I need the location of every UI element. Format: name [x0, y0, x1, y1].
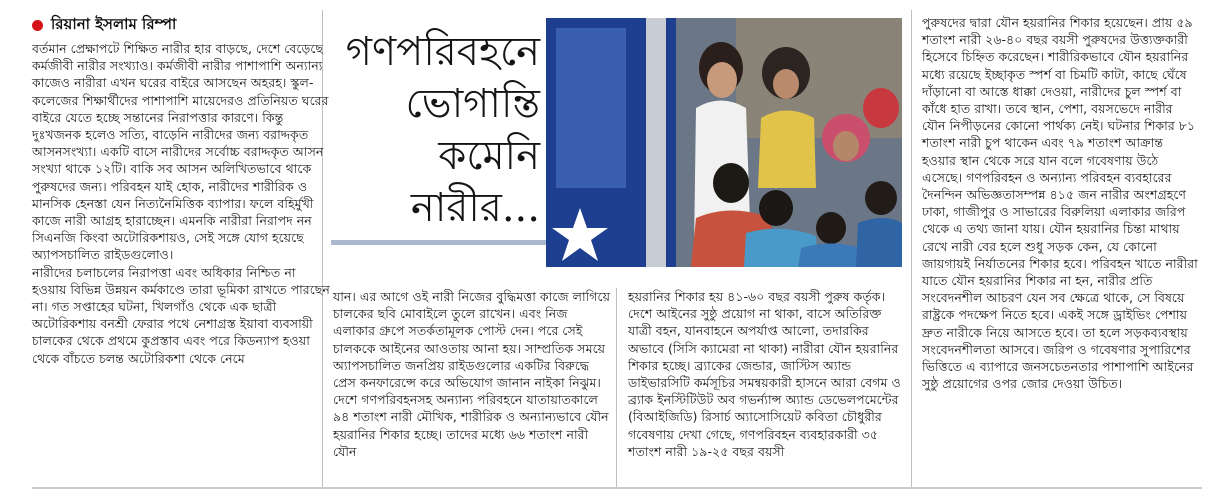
- bullet-icon: [32, 20, 43, 31]
- article-column-3: [628, 288, 903, 460]
- bus-crowd-illustration: [546, 18, 902, 267]
- article-column-4: [922, 14, 1198, 392]
- column-divider: [616, 288, 617, 488]
- paragraph: নারীদের চলাচলের নিরাপত্তা এবং অধিকার নিশ্চিত না হওয়ায় বিভিন্ন উন্নয়ন কর্মকাণ্ডে তারা ভূমিকা রাখতে পারছেন না। গত সপ্তাহের ঘটনা, খিলগাঁও থেকে এক ছাত্রী অটোরিকশায় বনশ্রী ফেরার পথে নেশাগ্রস্ত ইয়াবা ব্যবসায়ী চালকের থেকে প্রথমে কুপ্রস্তাব এবং পরে কিডন্যাপ হওয়া থেকে বাঁচতে চলন্ত অটোরিকশা থেকে নেমে: [32, 264, 330, 366]
- headline-rule: [331, 240, 546, 245]
- paragraph: হয়রানির শিকার হয় ৪১-৬০ বছর বয়সী পুরুষ কর্তৃক। দেশে আইনের সুষ্ঠু প্রয়োগ না থাকা, বাসে অতিরিক্ত যাত্রী বহন, যানবাহনে অপর্যাপ্ত আলো, তদারকির অভাবে (সিসি ক্যামেরা না থাকা) নারীরা যৌন হয়রানির শিকার হচ্ছে। ব্র্যাকের জেন্ডার, জাস্টিস অ্যান্ড ডাইভারসিটি কর্মসূচির সমন্বয়কারী হাসনে আরা বেগম ও ব্র্যাক ইনস্টিটিউট অব গভর্ন্যান্স অ্যান্ড ডেভেলপমেন্টের (বিআইজিডি) রিসার্চ অ্যাসোসিয়েট কবিতা চৌধুরীর গবেষণায় দেখা গেছে, গণপরিবহন ব্যবহারকারী ৩৫ শতাংশ নারী ১৯-২৫ বছর বয়সী: [628, 289, 901, 459]
- article-column-1: [32, 40, 332, 367]
- column-divider: [911, 10, 912, 488]
- headline: [334, 26, 540, 234]
- headline-line: গণপরিবহনে: [345, 29, 540, 75]
- byline: [32, 14, 176, 36]
- paragraph: যান। এর আগে ওই নারী নিজের বুদ্ধিমত্তা কাজে লাগিয়ে চালকের ছবি মোবাইলে তুলে রাখেন। এবং নিজ এলাকার গ্রুপে সতর্কতামূলক পোস্ট দেন। পরে সেই চালককে আইনের আওতায় আনা হয়। সাম্প্রতিক সময়ে অ্যাপসচালিত জনপ্রিয় রাইডগুলোর একটির বিরুদ্ধে প্রেস কনফারেন্সে করে অভিযোগ জানান নাইকা নিঝুম। দেশে গণপরিবহনসহ অন্যান্য পরিবহনে যাতায়াতকালে ৯৪ শতাংশ নারী মৌখিক, শারীরিক ও অন্যান্যভাবে যৌন হয়রানির শিকার হচ্ছে। তাদের মধ্যে ৬৬ শতাংশ নারী যৌন: [333, 289, 611, 459]
- paragraph: বর্তমান প্রেক্ষাপটে শিক্ষিত নারীর হার বাড়ছে, দেশে বেড়েছে কর্মজীবী নারীর সংখ্যাও। কর্মজীবী নারীর পাশাপাশি অন্যান্য কাজেও নারীরা এখন ঘরের বাইরে আসছেন অহরহ। স্কুল-কলেজের শিক্ষার্থীদের পাশাপাশি মায়েদেরও প্রতিনিয়ত ঘরের বাইরে যেতে হচ্ছে সন্তানের নিরাপত্তার কারণে। কিন্তু দুঃখজনক হলেও সত্যি, বাড়েনি নারীদের জন্য বরাদ্দকৃত আসনসংখ্যা। একটি বাসে নারীদের সর্বোচ্চ বরাদ্দকৃত আসন সংখ্যা থাকে ১২টি। বাকি সব আসন অলিখিতভাবে থাকে পুরুষদের জন্য। পরিবহন যাই হোক, নারীদের শারীরিক ও মানসিক হেনস্তা যেন নিত্যনৈমিত্তিক ব্যাপার। ফলে বহির্মুখী কাজে নারী আগ্রহ হারাচ্ছেন। এমনকি নারীরা নিরাপদ নন সিএনজি কিংবা অটোরিকশায়ও, সেই সঙ্গে যোগ হয়েছে অ্যাপসচালিত রাইডগুলোও।: [32, 41, 329, 263]
- bottom-rule: [32, 487, 1202, 489]
- headline-line: নারীর...: [410, 185, 540, 231]
- author-name: রিয়ানা ইসলাম রিম্পা: [51, 14, 177, 33]
- article-column-2: [333, 288, 611, 460]
- headline-line: কমেনি: [438, 133, 540, 179]
- article-photo: [546, 18, 902, 267]
- paragraph: পুরুষদের দ্বারা যৌন হয়রানির শিকার হয়েছেন। প্রায় ৫৯ শতাংশ নারী ২৬-৪০ বছর বয়সী পুরুষদের উত্ত্যক্তকারী হিসেবে চিহ্নিত করেছেন। শারীরিকভাবে যৌন হয়রানির মধ্যে রয়েছে ইচ্ছাকৃত স্পর্শ বা চিমটি কাটা, কাছে ঘেঁষে দাঁড়ানো বা আস্তে ধাক্কা দেওয়া, নারীদের চুল স্পর্শ বা কাঁধে হাত রাখা। তবে স্থান, পেশা, বয়সভেদে নারীর যৌন নিপীড়নের কোনো পার্থক্য নেই। ঘটনার শিকার ৮১ শতাংশ নারী চুপ থাকেন এবং ৭৯ শতাংশ আক্রান্ত হওয়ার স্থান থেকে সরে যান বলে গবেষণায় উঠে এসেছে। গণপরিবহন ও অন্যান্য পরিবহন ব্যবহারের দৈনন্দিন অভিজ্ঞতাসম্পন্ন ৪১৫ জন নারীর অংশগ্রহণে ঢাকা, গাজীপুর ও সাভারের বিরুলিয়া এলাকার জরিপ থেকে এ তথ্য জানা যায়। যৌন হয়রানির চিন্তা মাথায় রেখে নারী বের হলে শুধু সড়ক কেন, যে কোনো জায়গায়ই নির্যাতনের শিকার হবে। পরিবহন খাতে নারীরা যাতে যৌন হয়রানির শিকার না হন, নারীর প্রতি সংবেদনশীল আচরণ যেন সব ক্ষেত্রে থাকে, সে বিষয়ে রাষ্ট্রকে পদক্ষেপ নিতে হবে। একই সঙ্গে ড্রাইভিং পেশায় দ্রুত নারীকে নিয়ে আসতে হবে। তা হলে সড়কব্যবস্থায় সংবেদনশীলতা আসবে। জরিপ ও গবেষণার সুপারিশের ভিত্তিতে এ ব্যাপারে জনসচেতনতার পাশাপাশি আইনের সুষ্ঠু প্রয়োগের ওপর জোর দেওয়া উচিত।: [922, 15, 1198, 392]
- headline-line: ভোগান্তি: [405, 81, 540, 127]
